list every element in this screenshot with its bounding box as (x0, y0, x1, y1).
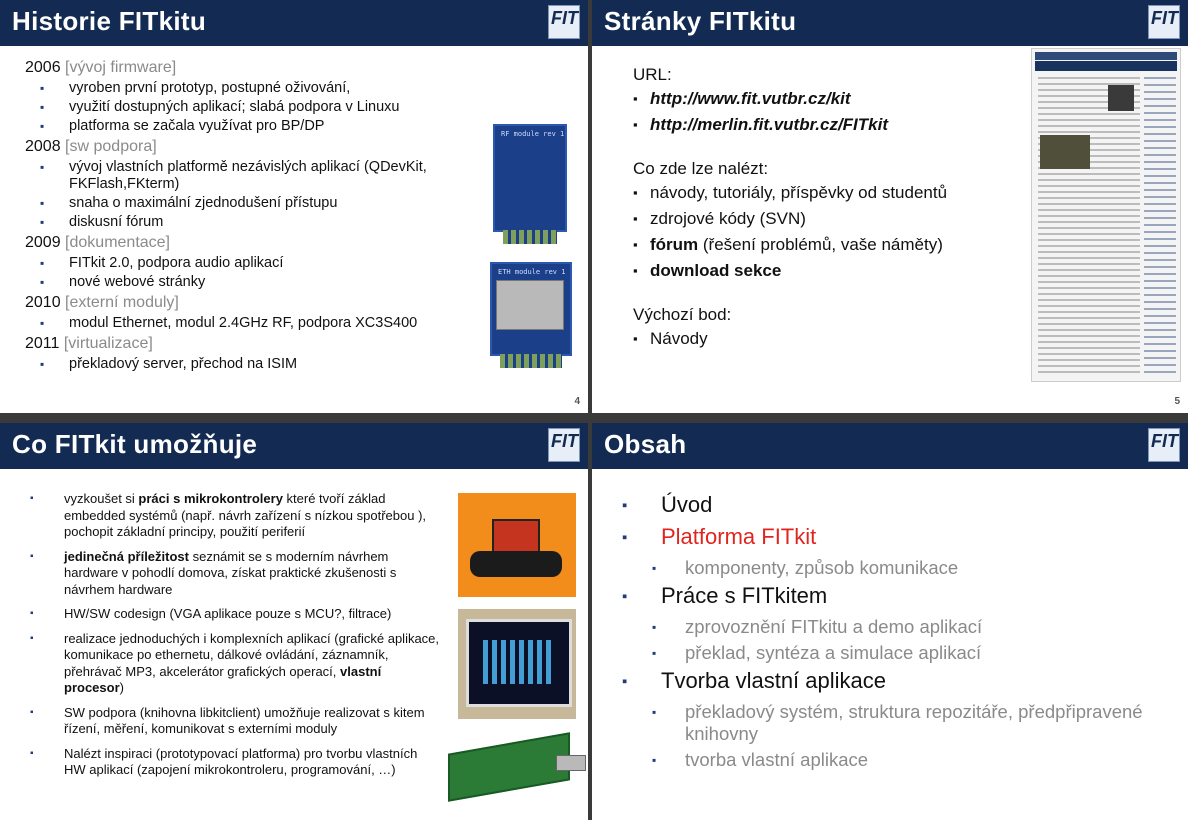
year-tag: [sw podpora] (65, 138, 157, 155)
page-number: 4 (574, 396, 580, 407)
start-label: Výchozí bod: (633, 305, 732, 324)
url-link: ▪ http://merlin.fit.vutbr.cz/FITkit (633, 112, 1033, 138)
slide-co-umoznuje (0, 423, 588, 820)
capability-text: realizace jednoduchých i komplexních aplikací (grafické aplikace, komunikace po ethernetu, dálkové ovládání, záznamník, přehrávač MP3, akcelerátor grafických operací, (64, 630, 440, 679)
find-item-bold: download sekce (650, 261, 782, 280)
fit-logo-text: FIT (1151, 431, 1178, 451)
capability-bold: práci s mikrokontrolery (138, 491, 283, 506)
capability-text: vyzkoušet si (64, 491, 139, 506)
capability-item (30, 491, 442, 541)
ethernet-module-photo (446, 725, 586, 805)
slide-body (633, 64, 1033, 352)
slide-title: Stránky FITkitu (604, 6, 797, 36)
year-items (25, 80, 465, 135)
history-item: ▪ vyroben první prototyp, postupné oživování, (25, 80, 465, 97)
fit-logo-text: FIT (551, 8, 578, 28)
year-number: 2011 (25, 335, 60, 352)
contents-subitem: ▪ překladový systém, struktura repozitáře, předpřipravené knihovny (622, 701, 1162, 745)
start-list (633, 326, 1033, 352)
find-list (633, 180, 1033, 284)
contents-item: ▪ Úvod (622, 489, 1162, 521)
slide-title: Obsah (604, 429, 687, 459)
year-number: 2008 (25, 138, 61, 155)
year-number: 2009 (25, 234, 61, 251)
capability-text: které tvoří základ embedded systémů (např. návrh zařízení s nízkou spotřebou ), pochopit základní principy, použití periferií (64, 491, 427, 539)
slide-stranky (592, 0, 1188, 413)
capability-text: SW podpora (knihovna libkitclient) umožňuje realizovat s kitem řízení, měření, komunikovat s externími moduly (64, 704, 425, 736)
fit-logo (548, 428, 580, 462)
start-item: ▪ Návody (633, 326, 1033, 352)
year-tag: [dokumentace] (65, 234, 170, 251)
year-items (25, 315, 465, 332)
find-item (633, 180, 1033, 206)
year-number: 2006 (25, 59, 61, 76)
contents-subitem: ▪ zprovoznění FITkitu a demo aplikací (622, 616, 1162, 638)
url-link: ▪ http://www.fit.vutbr.cz/kit (633, 86, 1033, 112)
history-item: ▪ platforma se začala využívat pro BP/DP (25, 118, 465, 135)
capability-bold: jedinečná příležitost (64, 548, 189, 564)
year-number: 2010 (25, 294, 61, 311)
capability-text: Nalézt inspiraci (prototypovací platforma) pro tvorbu vlastních HW aplikací (zapojení mikrokontroleru, programování, …) (64, 745, 418, 777)
year-heading (25, 137, 465, 157)
rf-module-image (493, 124, 567, 232)
year-tag: [vývoj firmware] (65, 59, 177, 76)
history-item: ▪ nové webové stránky (25, 274, 465, 291)
rf-module-label: RF module rev 1 (501, 130, 565, 138)
fit-logo-text: FIT (551, 431, 578, 451)
contents-item: ▪ Platforma FITkit (622, 521, 1162, 553)
capability-item (30, 705, 442, 738)
website-screenshot (1031, 48, 1181, 382)
find-item (633, 232, 1033, 258)
contents-list (622, 489, 1162, 772)
find-item-text: návody, tutoriály, příspěvky od studentů (650, 183, 948, 202)
history-item: ▪ překladový server, přechod na ISIM (25, 356, 465, 373)
year-tag: [virtualizace] (63, 335, 153, 352)
find-item-text: (řešení problémů, vaše náměty) (698, 235, 943, 254)
page-number: 5 (1174, 396, 1180, 407)
find-item (633, 206, 1033, 232)
history-item: ▪ modul Ethernet, modul 2.4GHz RF, podpora XC3S400 (25, 315, 465, 332)
capability-item (30, 606, 442, 623)
contents-subitem: ▪ překlad, syntéza a simulace aplikací (622, 642, 1162, 664)
history-item: ▪ FITkit 2.0, podpora audio aplikací (25, 255, 465, 272)
find-item-text: zdrojové kódy (SVN) (650, 209, 806, 228)
slide-header (592, 0, 1188, 46)
slide-header (0, 0, 588, 46)
year-heading (25, 334, 465, 354)
contents-item: ▪ Práce s FITkitem (622, 580, 1162, 612)
history-item: ▪ diskusní fórum (25, 214, 465, 231)
year-items (25, 255, 465, 291)
find-item-bold: fórum (650, 235, 699, 254)
slide-obsah (592, 423, 1188, 820)
slide-header (0, 423, 588, 469)
capability-item (30, 549, 442, 599)
year-heading (25, 233, 465, 253)
fit-logo (1148, 5, 1180, 39)
contents-subitem: ▪ komponenty, způsob komunikace (622, 557, 1162, 579)
find-label: Co zde lze nalézt: (633, 159, 769, 178)
fit-logo-text: FIT (1151, 8, 1178, 28)
capabilities-list (30, 491, 442, 787)
eth-module-label: ETH module rev 1 (498, 268, 566, 276)
fit-logo (548, 5, 580, 39)
year-items (25, 159, 465, 231)
slide-header (592, 423, 1188, 469)
contents-subitem: ▪ tvorba vlastní aplikace (622, 749, 1162, 771)
year-tag: [externí moduly] (65, 294, 179, 311)
history-item: ▪ vývoj vlastních platformě nezávislých aplikací (QDevKit, FKFlash,FKterm) (25, 159, 465, 193)
capability-text: ) (119, 680, 124, 695)
contents-item: ▪ Tvorba vlastní aplikace (622, 665, 1162, 697)
url-label: URL: (633, 65, 672, 84)
find-item (633, 258, 1033, 284)
slide-historie (0, 0, 588, 413)
eth-module-image (490, 262, 572, 356)
year-heading (25, 293, 465, 313)
url-list (633, 86, 1033, 138)
history-item: ▪ využití dostupných aplikací; slabá podpora v Linuxu (25, 99, 465, 116)
robot-tank-photo (458, 493, 576, 597)
slide-title: Co FITkit umožňuje (12, 429, 258, 459)
history-list (25, 58, 465, 375)
year-heading (25, 58, 465, 78)
space-invaders-photo (458, 609, 576, 719)
year-items (25, 356, 465, 373)
capability-text: HW/SW codesign (VGA aplikace pouze s MCU?, filtrace) (64, 606, 392, 621)
capability-text: seznámit se s moderním návrhem hardware v pohodlí domova, získat praktické zkušenosti s návrhem hardware (64, 548, 397, 597)
fit-logo (1148, 428, 1180, 462)
capability-item (30, 746, 442, 779)
capability-bold: vlastní procesor (64, 663, 382, 695)
capability-item (30, 631, 442, 697)
slide-title: Historie FITkitu (12, 6, 207, 36)
history-item: ▪ snaha o maximální zjednodušení přístupu (25, 195, 465, 212)
